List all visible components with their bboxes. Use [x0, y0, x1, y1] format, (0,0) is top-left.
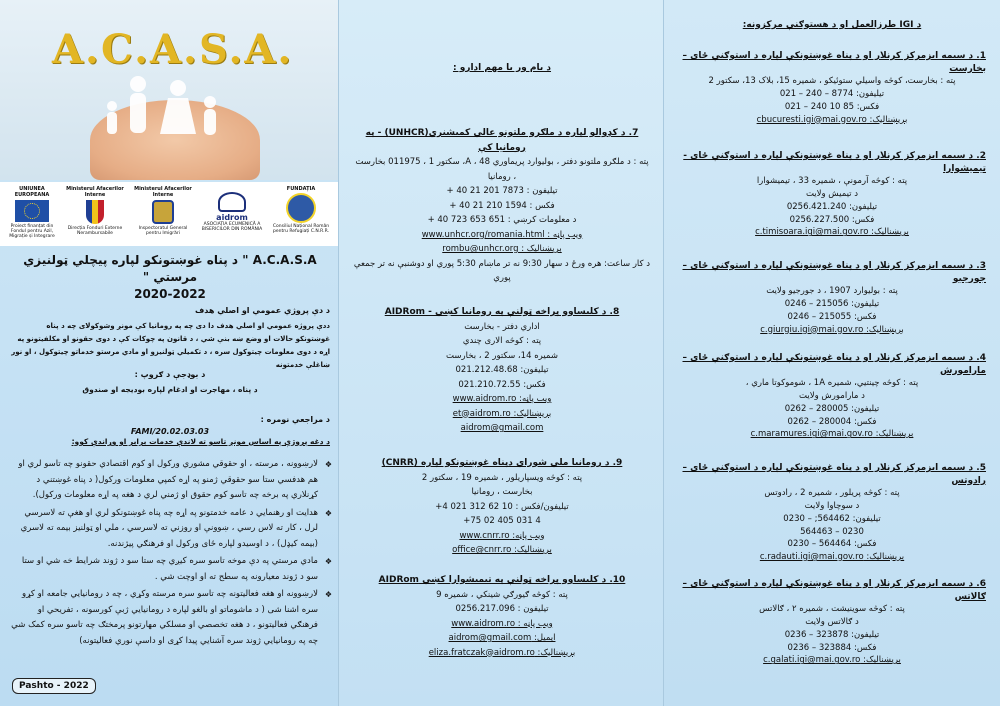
org-website-link[interactable]: ویب پاڼه : www.unhcr.org/romania.html: [421, 229, 583, 240]
center-address: پته : کوڅه سوینیشت ، شمیره ۲ ، ګالاتس: [759, 604, 905, 615]
services-list: [10, 457, 332, 651]
center-fax: فکس: 323884 – 0236: [787, 642, 877, 653]
center-heading: 2. د سیمه ایزمرکز کرنلار او د پناه غوښتونکې لپاره د استوګنې ځای - تیمیشوارا: [683, 151, 986, 174]
coat-of-arms-icon: [86, 200, 104, 224]
center-phone: تیلیفون: 564462; – 0230: [783, 513, 881, 524]
org-address-2: بخارست ، رومانیا: [471, 487, 533, 497]
family-icon: [90, 72, 260, 152]
center-email-link[interactable]: بریښنالیک: c.radauti.igi@mai.gov.ro: [759, 551, 905, 562]
center-galati: [678, 578, 986, 667]
list-item: ❖ هدایت او رهنمایي د عامه خدمتونو په اړه چه پناه غوښتونکو لري او هغې ته لاسرسي لرل ، کار ته لاس رسي ، ښوونې او روزني ته لاسرسي ، ملي او ټولنیز بیمه ته لاسري (بیمه کیډل) ، د اوسیدو لپاره ځای ورکول او فرهنګي پیژندنه.: [10, 506, 332, 553]
reference-number: FAMI/20.02.03.03: [130, 427, 210, 436]
org-email-link[interactable]: بریښنالیک: office@cnrr.ro: [452, 545, 552, 555]
org-email-link[interactable]: بریښنالیک: et@aidrom.ro: [452, 408, 552, 419]
center-phone-2: 0230 – 564463: [800, 526, 864, 537]
list-item: ❖ لارښوونه ، مرسته ، او حقوقي مشوري ورکول او کوم اقتصادي حقونو چه تاسو لري او هم هدفسي ستا سو حقوقي ژمنو په اړه کمپي معلومات ورکول( د پناه غوښتني د کړنلاري په برخه چه تاسو کوم حقوق او ژمني لري د هغه په اړه معلومات ورکول).: [10, 457, 332, 504]
center-timisoara: [678, 150, 986, 239]
org-email-link[interactable]: بریښنالیک : rombu@unhcr.org: [442, 244, 562, 254]
goal-text: ددې پروژه عمومي او اصلي هدف دا دی چه په رومانیا کې مونږ وشوکولای چه د پناه غوښتونکو حالات او وضع ښه بنې شي ، د قانون په چوکات کې د دوی حقونو او مکلفیتونو په اړه د دوی معلومات چیتوکول سره ، د تکمیلي ټولنیزو او مادي مرستو خدماتو چیتوکول ، او نور ښاغلې خدمتونه: [11, 322, 330, 369]
language-badge: Pashto - 2022: [12, 678, 96, 694]
center-phone: تیلیفون: 0256.421.240: [786, 201, 878, 212]
cnrr-logo-name: FUNDAȚIA: [286, 186, 316, 192]
org-aidrom-timisoara: [353, 573, 651, 660]
center-email-link[interactable]: بریښنالیک: c.maramures.igi@mai.gov.ro: [750, 429, 914, 440]
aidrom-logo-name: aidrom: [216, 213, 248, 222]
reference-heading: د مراجعي نومره :: [260, 415, 330, 424]
center-fax: فکس: 85 10 240 – 021: [784, 101, 880, 112]
org-address-2: شمیره 14، سکتور 2 ، بخارست: [446, 350, 558, 361]
center-giurgiu: [678, 260, 986, 336]
org-address: پته : د ملګرو ملتونو دفتر ، بولیوارد پریماوري 48 ، A، سکتور 1 ، 011975 بخارست ، رومانیا: [355, 157, 649, 182]
list-item: ❖ مادي مرستي په دې موخه تاسو سره کیږي چه ستا سو د ژوند شرایط خه شي او ستا سو د ژوند معیارونه په سطح ته او اوچت شي .: [10, 554, 332, 585]
center-heading: 6. د سیمه ایزمرکز کرنلار او د پناه غوښتونکې لپاره د استوګنې ځای – ګالاتس: [682, 579, 986, 602]
org-heading: 9. د رومانیا ملي شوراي دپناه غوښتونکو لپاره (CNRR): [381, 458, 623, 468]
panel-left: [0, 0, 338, 706]
center-bucharest: [678, 50, 986, 126]
mai-logo-2: [132, 186, 194, 236]
center-maramures: [678, 352, 986, 441]
center-fax: فکس: 280004 – 0262: [787, 416, 877, 427]
goal-heading: د دې پروژي عمومي او اصلي هدف: [194, 306, 330, 315]
mai-logo-2-caption: Inspectoratul General pentru Imigrări: [138, 226, 188, 236]
center-address: پته : بخارست، کوڅه واسیلي ستوئیکو ، شمیره 15، بلاک 13، سکتور 2: [708, 76, 956, 87]
center-county: د سوچاوا ولایت: [804, 501, 860, 512]
org-phone-2: 4 031 405 02 75+: [463, 516, 541, 526]
cnrr-logo: [270, 186, 332, 234]
aidrom-logo: [200, 186, 264, 232]
eu-flag-icon: [15, 200, 49, 222]
list-item: ❖ لارښوونه او هغه فعالیتونه چه تاسو سره مرسته وکړي ، چه د رومانیایي جامعه او کړو سره اشنا شی ( د ماشوماتو او بالغو لپاره د رومانیایي ژبې کورسونه ، تفریحي او فرهنګي فعالیتونو ، د هغه تخصصي او مسلکي مهارتونو پرمختګ چه تاسو سره کمک شي چه په رومانیایي ژوند سره آشنایي پیدا کړی او داسې نوري فعالیتونه): [10, 587, 332, 649]
group-heading: د بوډجې د ګروپ :: [134, 370, 206, 379]
acasa-logo: A.C.A.S.A.: [52, 26, 294, 73]
center-email-link[interactable]: بریښنالیک: c.giurgiu.igi@mai.gov.ro: [760, 324, 904, 335]
org-website-link[interactable]: ویب پاڼه : www.aidrom.ro: [451, 618, 553, 629]
cnrr-logo-caption: Consiliul Național Român pentru Refugiați C.N.R.R.: [272, 224, 330, 234]
org-heading: 7. د کډوالو لپاره د ملګرو ملتونو عالي کمیشنري(UNHCR) - په رومانیا کې: [365, 128, 639, 153]
center-address: پته : کوڅه پریلور ، شمیره 2 ، رادوتس: [764, 488, 900, 499]
center-email-link[interactable]: بریښنالیک: c.timisoara.igi@mai.gov.ro: [755, 227, 909, 238]
igi-centers-title: د IGI طرزالعمل او د هستوګنې مرکزونه:: [742, 20, 922, 30]
services-intro: د دغه پروژې په اساس مونږ تاسو ته لاندې خدمات برابر او وړاندې کوو:: [71, 437, 330, 446]
mai-logo-2-name: Ministerul Afacerilor Interne: [134, 186, 192, 198]
center-radauti: [678, 462, 986, 564]
org-info-line: د معلومات کرښي : 651 653 723 40 +: [427, 215, 577, 225]
panel-middle: [338, 0, 664, 706]
org-office: اداري دفتر - بخارست: [464, 321, 540, 332]
center-county: د ګالاتس ولایت: [805, 617, 859, 628]
org-cnrr: [353, 456, 651, 558]
center-phone: تیلیفون: 8774 – 240 – 021: [779, 89, 885, 100]
mai-logo-1-caption: Direcția Fonduri Externe Nerambursabile: [67, 226, 123, 236]
partner-logos: [0, 182, 338, 246]
center-phone: تیلیفون: 215056 – 0246: [784, 299, 880, 310]
center-heading: 1. د سیمه ایزمرکز کرنلار او د پناه غوښتونکې لپاره د استوګنې ځای – بخارست: [682, 51, 986, 74]
center-address: پته : بولیوارد 1907 ، د جورجیو ولایت: [766, 286, 898, 297]
org-address: پته : کوڅه ګیورګي شینکي ، شمیره 9: [436, 589, 568, 600]
org-email-link-2[interactable]: aidrom@gmail.com: [460, 423, 544, 433]
important-orgs-title: د یام ور یا مهم ادارو :: [452, 63, 552, 73]
center-address: پته : کوڅه آرمونې ، شمیره 33 ، تیمیشوارا: [756, 176, 908, 187]
org-phone: تیلیفون/فکس : 10 62 312 021 4+: [435, 501, 569, 512]
aidrom-logo-caption: ASOCIAȚIA ECUMENICĂ A BISERICILOR DIN ROMÂNIA: [201, 222, 263, 232]
eu-logo-name: UNIUNEA EUROPEANA: [14, 186, 50, 198]
center-county: د تیمیش ولایت: [805, 189, 859, 200]
center-email-link[interactable]: بریښنالیک: c.galati.igi@mai.gov.ro: [763, 655, 901, 666]
org-heading: 10. د کلیساوو پراخه ټولنې په تیمیشوارا کښي AIDRom: [378, 575, 626, 585]
org-email-link[interactable]: ایمیل: aidrom@gmail.com: [448, 633, 556, 643]
org-address: پته : کوڅه الاری چندي: [462, 336, 542, 346]
eu-logo: [6, 186, 58, 239]
mai-logo-1-name: Ministerul Afacerilor Interne: [66, 186, 124, 198]
center-email-link[interactable]: بریښنالیک: cbucuresti.igi@mai.gov.ro: [756, 114, 908, 125]
center-fax: فکس: 564464 – 0230: [787, 539, 877, 550]
eu-logo-caption: Proiect finanțat din Fondul pentru Azil, Migrație și Integrare: [9, 224, 55, 239]
org-fax: فکس: 021.210.72.55: [458, 379, 546, 390]
center-address: پته : کوڅه چینتیي، شمیره 1A ، شوموکوتا ماري ،: [745, 378, 919, 389]
center-phone: تیلیفون: 280005 – 0262: [784, 403, 880, 414]
org-phone: تیلیفون: 021.212.48.68: [455, 365, 549, 375]
center-heading: 3. د سیمه ایزمرکز کرنلار او د پناه غوښتونکې لپاره د استوګنې ځای – جورجیو: [682, 261, 986, 284]
org-aidrom-bucharest: [353, 305, 651, 436]
center-county: د مارامورش ولایت: [799, 391, 865, 402]
igi-emblem-icon: [152, 200, 174, 224]
org-phone: تیلیفون : 0256.217.096: [455, 604, 549, 614]
group-text: د پناه ، مهاجرت او ادغام لپاره بودیجه او صندوق: [82, 385, 258, 394]
org-unhcr: [353, 126, 651, 286]
org-fax: فکس : 1594 210 21 40 +: [449, 200, 555, 211]
center-phone: تیلیفون: 323878 – 0236: [784, 629, 880, 640]
org-email-link-2[interactable]: بریښنالیک: eliza.fratczak@aidrom.ro: [428, 647, 576, 658]
org-website-link[interactable]: ویب پاڼه: www.aidrom.ro: [452, 394, 552, 404]
hero-image: [0, 0, 338, 180]
mai-logo-1: [64, 186, 126, 236]
org-phone: تیلیفون : 7873 201 21 40 +: [446, 186, 558, 196]
project-years: 2020-2022: [134, 287, 206, 301]
cnrr-seal-icon: [286, 193, 316, 223]
project-title: [10, 252, 330, 303]
org-address: پته : کوڅه ویسپاریلور ، شمیره 19 ، سکتور 2: [421, 472, 583, 483]
project-title-line1: A.C.A.S.A " د پناه غوښتونکو لپاره پیچلي ټولنیزي مرستي ": [23, 253, 317, 284]
aidrom-anchor-icon: [218, 192, 246, 212]
org-heading: 8. د کلیساوو پراخه ټولنې په رومانیا کښي - AIDRom: [384, 307, 620, 317]
center-heading: 4. د سیمه ایزمرکز کرنلار او د پناه غوښتونکې لپاره د استوګنې ځای – مارامورش: [682, 353, 986, 376]
panel-right: [664, 0, 1000, 706]
org-website-link[interactable]: ویب پاڼه: www.cnrr.ro: [459, 530, 545, 541]
center-fax: فکس: 215055 – 0246: [787, 311, 877, 322]
org-hours: د کار ساعت: هره ورځ د سهار 9:30 نه تر ماښام 5:30 پوري او دوشنبې نه تر جمعې پوري: [353, 258, 651, 283]
center-fax: فکس: 0256.227.500: [789, 214, 875, 225]
center-heading: 5. د سیمه ایزمرکز کرنلار او د پناه غوښتونکې لپاره د استوګنې ځای – رادوتس: [682, 463, 986, 486]
